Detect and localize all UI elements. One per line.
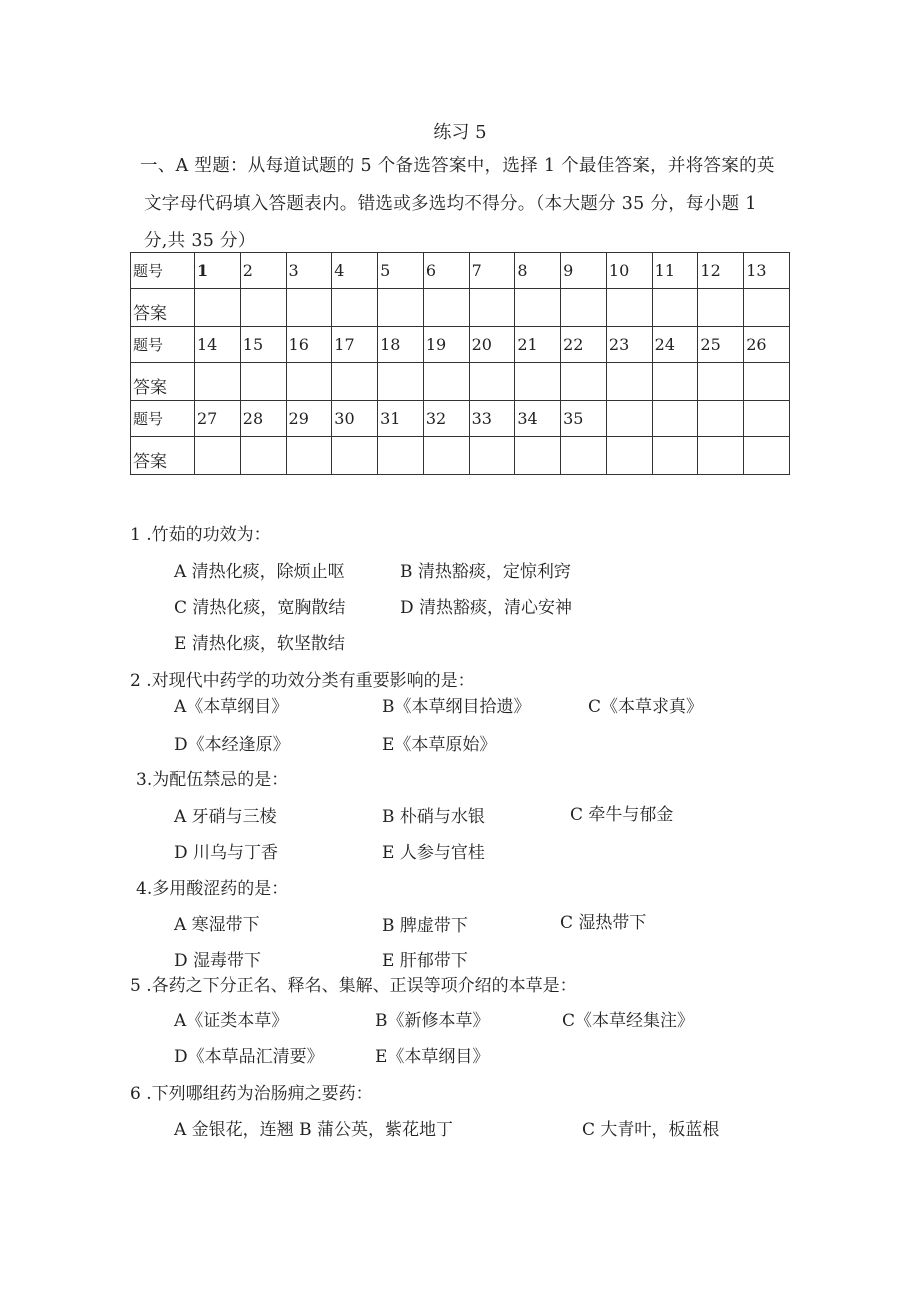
- number-cell: 29: [286, 401, 332, 437]
- question-1-stem: 1 .竹茹的功效为：: [130, 525, 271, 545]
- number-cell: 22: [561, 327, 607, 363]
- answer-cell[interactable]: [286, 363, 332, 401]
- answer-cell[interactable]: [195, 437, 241, 475]
- q1-option-a: A 清热化痰，除烦止呕: [174, 562, 345, 582]
- answer-cell[interactable]: [332, 363, 378, 401]
- intro-line-2: 文字母代码填入答题表内。错选或多选均不得分。（本大题分 35 分，每小题 1: [144, 194, 757, 214]
- answer-cell[interactable]: [606, 437, 652, 475]
- q1-option-b: B 清热豁痰，定惊利窍: [400, 562, 571, 582]
- answer-cell[interactable]: [698, 437, 744, 475]
- number-cell: 12: [698, 253, 744, 289]
- question-5-stem: 5 .各药之下分正名、释名、集解、正误等项介绍的本草是：: [130, 976, 577, 996]
- answer-cell[interactable]: [561, 363, 607, 401]
- number-cell: 7: [469, 253, 515, 289]
- number-cell: 27: [195, 401, 241, 437]
- answer-cell[interactable]: [561, 289, 607, 327]
- answer-label: 答案: [131, 437, 195, 475]
- answer-row: [131, 289, 790, 327]
- q4-option-c: C 湿热带下: [560, 913, 647, 933]
- answer-cell[interactable]: [652, 289, 698, 327]
- answer-cell[interactable]: [606, 363, 652, 401]
- number-cell: 21: [515, 327, 561, 363]
- number-cell: 30: [332, 401, 378, 437]
- number-cell: 8: [515, 253, 561, 289]
- number-cell: 6: [423, 253, 469, 289]
- number-cell: 1: [195, 253, 241, 289]
- answer-cell[interactable]: [332, 289, 378, 327]
- number-cell: 9: [561, 253, 607, 289]
- answer-cell[interactable]: [423, 363, 469, 401]
- answer-cell[interactable]: [378, 363, 424, 401]
- answer-row: [131, 363, 790, 401]
- answer-cell[interactable]: [240, 437, 286, 475]
- q3-option-c: C 牵牛与郁金: [570, 805, 674, 825]
- answer-cell[interactable]: [332, 437, 378, 475]
- answer-cell[interactable]: [561, 437, 607, 475]
- q5-option-b: B《新修本草》: [375, 1011, 490, 1031]
- q3-option-b: B 朴硝与水银: [382, 807, 485, 827]
- answer-cell[interactable]: [744, 363, 790, 401]
- question-6-stem: 6 .下列哪组药为治肠痈之要药：: [130, 1084, 373, 1104]
- intro-line-3: 分,共 35 分）: [144, 231, 256, 251]
- answer-cell[interactable]: [652, 363, 698, 401]
- q1-option-d: D 清热豁痰，清心安神: [400, 598, 573, 618]
- q5-option-a: A《证类本草》: [174, 1011, 289, 1031]
- answer-cell[interactable]: [744, 437, 790, 475]
- q2-option-c: C《本草求真》: [588, 697, 704, 717]
- number-row: [131, 327, 790, 363]
- answer-cell[interactable]: [286, 289, 332, 327]
- number-cell: 35: [561, 401, 607, 437]
- number-row: [131, 401, 790, 437]
- q3-option-e: E 人参与官桂: [382, 843, 485, 863]
- answer-cell[interactable]: [744, 289, 790, 327]
- q2-option-a: A《本草纲目》: [174, 697, 289, 717]
- number-label: 题号: [131, 253, 195, 289]
- number-cell: 18: [378, 327, 424, 363]
- q4-option-d: D 湿毒带下: [174, 951, 262, 971]
- answer-cell[interactable]: [423, 437, 469, 475]
- number-cell: 31: [378, 401, 424, 437]
- answer-label: 答案: [131, 289, 195, 327]
- question-3-stem: 3.为配伍禁忌的是：: [136, 770, 289, 790]
- q1-option-c: C 清热化痰，宽胸散结: [174, 598, 346, 618]
- answer-cell[interactable]: [286, 437, 332, 475]
- number-cell: 16: [286, 327, 332, 363]
- number-cell: [606, 401, 652, 437]
- number-cell: [744, 401, 790, 437]
- number-cell: 24: [652, 327, 698, 363]
- number-cell: 2: [240, 253, 286, 289]
- number-cell: 15: [240, 327, 286, 363]
- number-cell: 34: [515, 401, 561, 437]
- q5-option-d: D《本草品汇清要》: [174, 1047, 324, 1067]
- number-cell: 28: [240, 401, 286, 437]
- q3-option-a: A 牙硝与三棱: [174, 807, 277, 827]
- q6-option-ab: A 金银花，连翘 B 蒲公英，紫花地丁: [174, 1120, 453, 1140]
- answer-table: [130, 252, 790, 475]
- answer-cell[interactable]: [195, 363, 241, 401]
- number-cell: 14: [195, 327, 241, 363]
- intro-line-1: 一、A 型题：从每道试题的 5 个备选答案中，选择 1 个最佳答案，并将答案的英: [140, 156, 775, 176]
- number-cell: 23: [606, 327, 652, 363]
- number-cell: [698, 401, 744, 437]
- q6-option-c: C 大青叶，板蓝根: [582, 1120, 720, 1140]
- answer-cell[interactable]: [652, 437, 698, 475]
- number-cell: 13: [744, 253, 790, 289]
- number-cell: 4: [332, 253, 378, 289]
- number-label: 题号: [131, 327, 195, 363]
- answer-cell[interactable]: [515, 363, 561, 401]
- q2-option-b: B《本草纲目拾遗》: [382, 697, 531, 717]
- number-cell: 26: [744, 327, 790, 363]
- answer-label: 答案: [131, 363, 195, 401]
- answer-cell[interactable]: [378, 289, 424, 327]
- number-cell: 19: [423, 327, 469, 363]
- answer-cell[interactable]: [515, 437, 561, 475]
- q5-option-e: E《本草纲目》: [375, 1047, 490, 1067]
- q5-option-c: C《本草经集注》: [562, 1011, 695, 1031]
- answer-cell[interactable]: [515, 289, 561, 327]
- number-cell: 5: [378, 253, 424, 289]
- question-2-stem: 2 .对现代中药学的功效分类有重要影响的是：: [130, 671, 475, 691]
- answer-cell[interactable]: [698, 289, 744, 327]
- answer-cell[interactable]: [240, 363, 286, 401]
- number-cell: [652, 401, 698, 437]
- number-cell: 17: [332, 327, 378, 363]
- q4-option-a: A 寒湿带下: [174, 915, 260, 935]
- answer-cell[interactable]: [469, 437, 515, 475]
- q1-option-e: E 清热化痰，软坚散结: [174, 634, 345, 654]
- number-cell: 25: [698, 327, 744, 363]
- q4-option-b: B 脾虚带下: [382, 916, 468, 936]
- answer-cell[interactable]: [423, 289, 469, 327]
- number-cell: 32: [423, 401, 469, 437]
- answer-cell[interactable]: [698, 363, 744, 401]
- q3-option-d: D 川乌与丁香: [174, 843, 279, 863]
- question-4-stem: 4.多用酸涩药的是：: [136, 879, 289, 899]
- number-cell: 11: [652, 253, 698, 289]
- q2-option-e: E《本草原始》: [382, 735, 497, 755]
- number-cell: 10: [606, 253, 652, 289]
- answer-cell[interactable]: [469, 289, 515, 327]
- number-cell: 33: [469, 401, 515, 437]
- number-row: [131, 253, 790, 289]
- answer-row: [131, 437, 790, 475]
- answer-cell[interactable]: [195, 289, 241, 327]
- number-cell: 20: [469, 327, 515, 363]
- number-label: 题号: [131, 401, 195, 437]
- answer-cell[interactable]: [240, 289, 286, 327]
- answer-cell[interactable]: [606, 289, 652, 327]
- page-title: 练习 5: [433, 122, 487, 143]
- answer-cell[interactable]: [378, 437, 424, 475]
- q2-option-d: D《本经逢原》: [174, 735, 290, 755]
- number-cell: 3: [286, 253, 332, 289]
- answer-cell[interactable]: [469, 363, 515, 401]
- q4-option-e: E 肝郁带下: [382, 951, 468, 971]
